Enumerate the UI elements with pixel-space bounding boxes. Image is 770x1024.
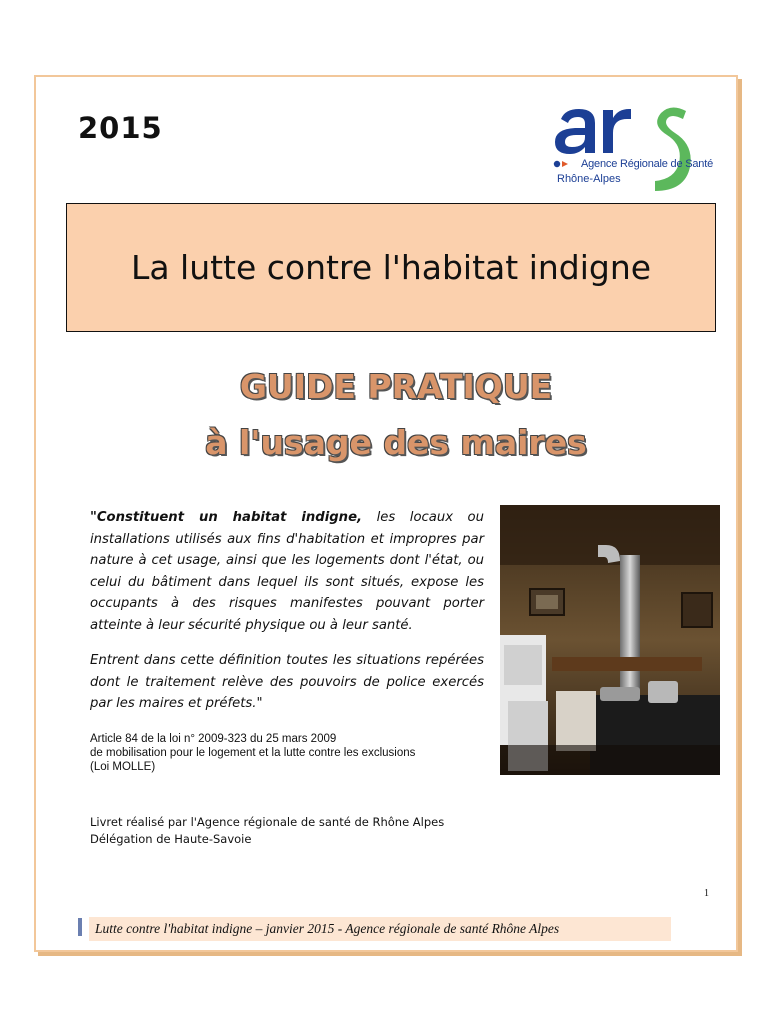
credit-line-1: Livret réalisé par l'Agence régionale de santé de Rhône Alpes [90, 815, 445, 829]
quote-paragraph-2: Entrent dans cette définition toutes les situations repérées dont le traitement relève des pouvoirs de police exercés par les maires et préfets." [90, 653, 484, 711]
credit-block [90, 814, 540, 848]
law-reference-line-3: (Loi MOLLE) [90, 761, 156, 773]
footer-accent-bar [78, 918, 82, 936]
logo-region-name: Rhône-Alpes [557, 173, 621, 185]
logo-agency-name: Agence Régionale de Santé [581, 158, 713, 170]
definition-quote [90, 507, 484, 729]
quote-paragraph-1 [90, 507, 484, 636]
kitchen-stove-photo [500, 505, 720, 775]
document-page [34, 75, 738, 952]
quote-body: les locaux ou installations utilisés aux fins d'habitation et impropres par nature à cet usage, ainsi que les logements dont l'état, ou celui du bâtiment dans lequel ils sont situés, expose les occupants à des risques manifestes pouvant porter atteinte à leur sécurité physique ou à leur santé. [90, 510, 484, 633]
law-reference-line-1: Article 84 de la loi n° 2009-323 du 25 mars 2009 [90, 733, 337, 745]
guide-subtitle: à l'usage des maires [205, 423, 587, 462]
title-box [66, 203, 716, 332]
guide-heading [156, 359, 636, 471]
law-reference-line-2: de mobilisation pour le logement et la lutte contre les exclusions [90, 747, 416, 759]
page-number: 1 [704, 888, 709, 899]
quote-lead: "Constituent un habitat indigne, [90, 510, 363, 525]
document-title: La lutte contre l'habitat indigne [130, 247, 652, 287]
ars-logo [551, 97, 721, 197]
law-reference [90, 732, 490, 774]
credit-line-2: Délégation de Haute-Savoie [90, 832, 252, 846]
page-footer: Lutte contre l'habitat indigne – janvier 2015 - Agence régionale de santé Rhône Alpes [89, 917, 671, 941]
guide-title: GUIDE PRATIQUE [239, 367, 553, 406]
document-year: 2015 [78, 111, 163, 145]
